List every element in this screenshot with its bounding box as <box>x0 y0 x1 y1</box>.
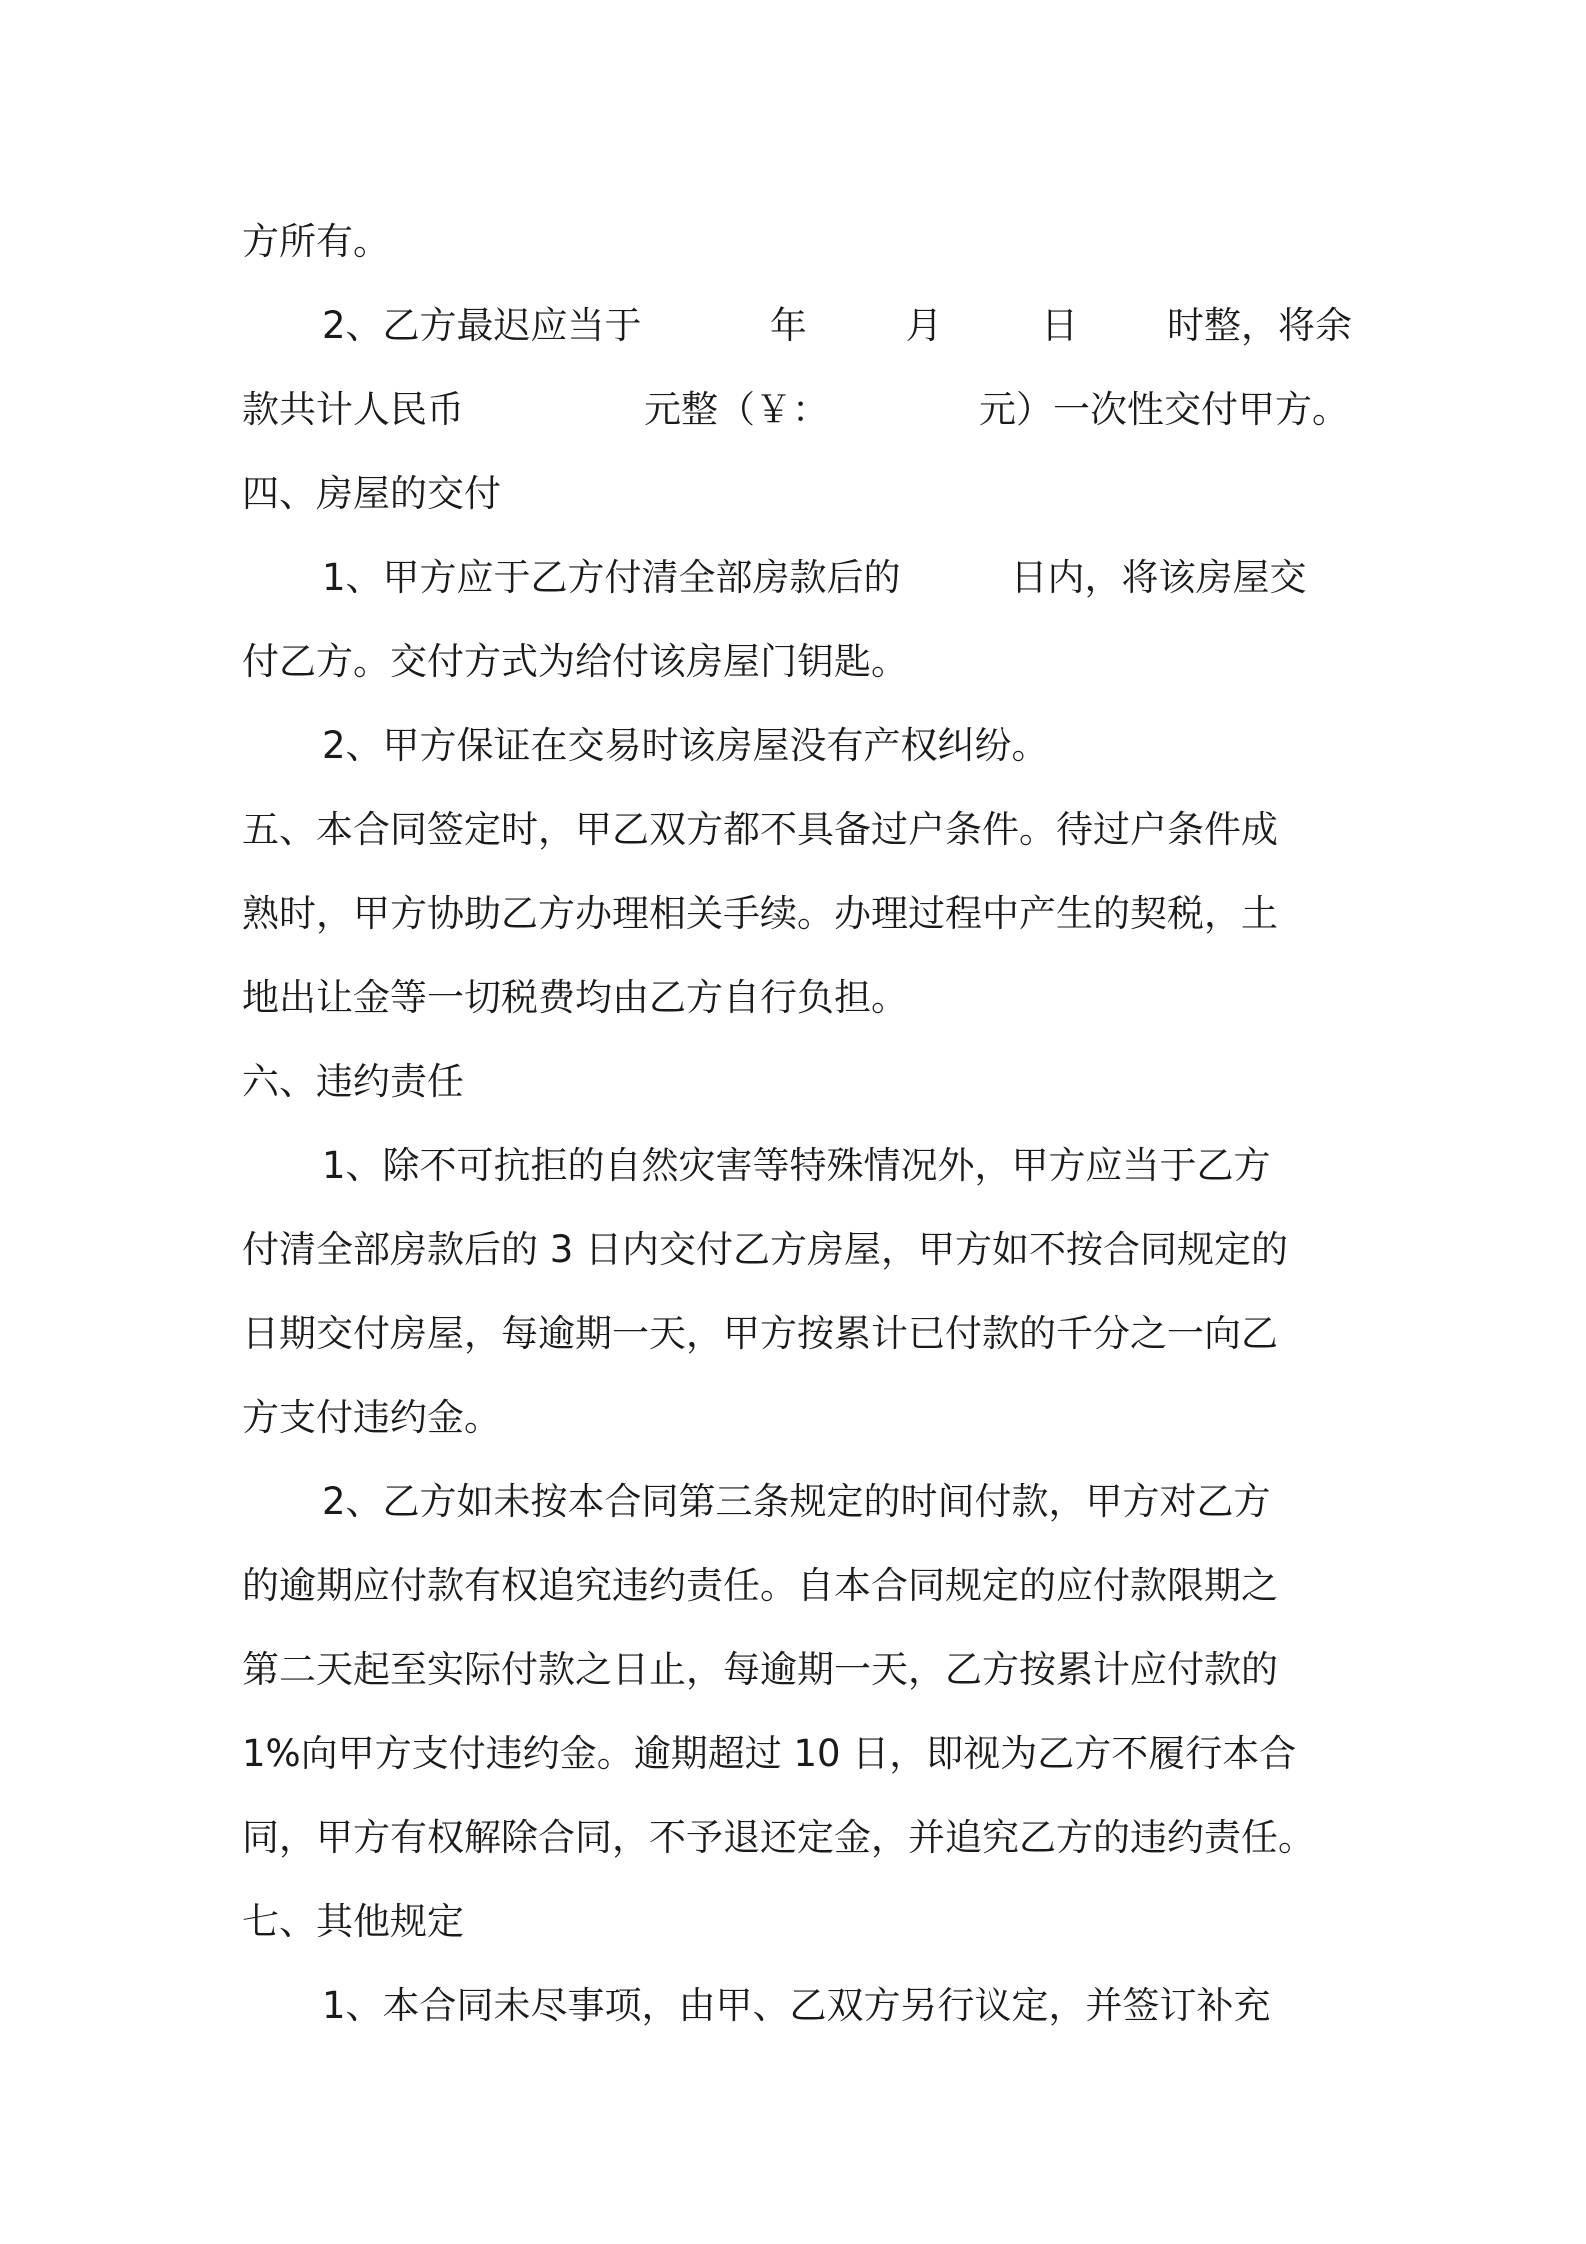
line-text: 1、除不可抗拒的自然灾害等特殊情况外，甲方应当于乙方 <box>322 1144 1271 1187</box>
line-text: 的逾期应付款有权追究违约责任。自本合同规定的应付款限期之 <box>242 1564 1278 1607</box>
text-line <box>242 1456 1352 1540</box>
line-text: 付清全部房款后的 3 日内交付乙方房屋，甲方如不按合同规定的 <box>242 1228 1289 1271</box>
line-text: 款共计人民币 <box>242 388 464 431</box>
text-line <box>242 364 1352 448</box>
text-line <box>242 1540 1352 1624</box>
line-text: 地出让金等一切税费均由乙方自行负担。 <box>242 976 908 1019</box>
line-text: 日内，将该房屋交 <box>1010 556 1307 599</box>
line-text: 日期交付房屋，每逾期一天，甲方按累计已付款的千分之一向乙 <box>242 1312 1278 1355</box>
text-line <box>242 1708 1352 1792</box>
year-label: 年 <box>769 304 807 347</box>
line-text: 第二天起至实际付款之日止，每逾期一天，乙方按累计应付款的 <box>242 1648 1278 1691</box>
line-text: 四、房屋的交付 <box>242 472 501 515</box>
line-text: 时整，将余 <box>1166 304 1352 347</box>
section-heading <box>242 1876 1352 1960</box>
line-text: 七、其他规定 <box>242 1900 464 1943</box>
section-heading <box>242 784 1352 868</box>
text-line <box>242 700 1352 784</box>
text-line <box>242 532 1352 616</box>
text-line <box>242 1372 1352 1456</box>
text-line <box>242 196 1352 280</box>
text-line <box>242 868 1352 952</box>
line-text: 付乙方。交付方式为给付该房屋门钥匙。 <box>242 640 908 683</box>
line-text: 六、违约责任 <box>242 1060 464 1103</box>
text-line <box>242 1624 1352 1708</box>
day-label: 日 <box>1041 304 1079 347</box>
text-line <box>242 1204 1352 1288</box>
text-line <box>242 1792 1352 1876</box>
line-text: 同，甲方有权解除合同，不予退还定金，并追究乙方的违约责任。 <box>242 1816 1315 1859</box>
line-text: 熟时，甲方协助乙方办理相关手续。办理过程中产生的契税，土 <box>242 892 1278 935</box>
line-text: 五、本合同签定时，甲乙双方都不具备过户条件。待过户条件成 <box>242 808 1278 851</box>
line-text: 1、甲方应于乙方付清全部房款后的 <box>322 556 901 599</box>
line-text: 2、甲方保证在交易时该房屋没有产权纠纷。 <box>322 724 1049 767</box>
text-line <box>242 616 1352 700</box>
section-heading <box>242 1036 1352 1120</box>
line-text: 方所有。 <box>242 220 390 263</box>
text-line <box>242 1120 1352 1204</box>
contract-text <box>242 196 1352 2044</box>
text-line <box>242 280 1352 364</box>
text-line <box>242 952 1352 1036</box>
line-text: 元整（￥： <box>644 388 829 431</box>
line-text: 1%向甲方支付违约金。逾期超过 10 日，即视为乙方不履行本合 <box>242 1732 1297 1775</box>
line-text: 1、本合同未尽事项，由甲、乙双方另行议定，并签订补充 <box>322 1984 1271 2027</box>
section-heading <box>242 448 1352 532</box>
text-line <box>242 1288 1352 1372</box>
line-text: 方支付违约金。 <box>242 1396 501 1439</box>
month-label: 月 <box>905 304 943 347</box>
line-text: 元）一次性交付甲方。 <box>979 388 1349 431</box>
line-text: 2、乙方如未按本合同第三条规定的时间付款，甲方对乙方 <box>322 1480 1271 1523</box>
text-line <box>242 1960 1352 2044</box>
line-text: 2、乙方最迟应当于 <box>322 304 642 347</box>
